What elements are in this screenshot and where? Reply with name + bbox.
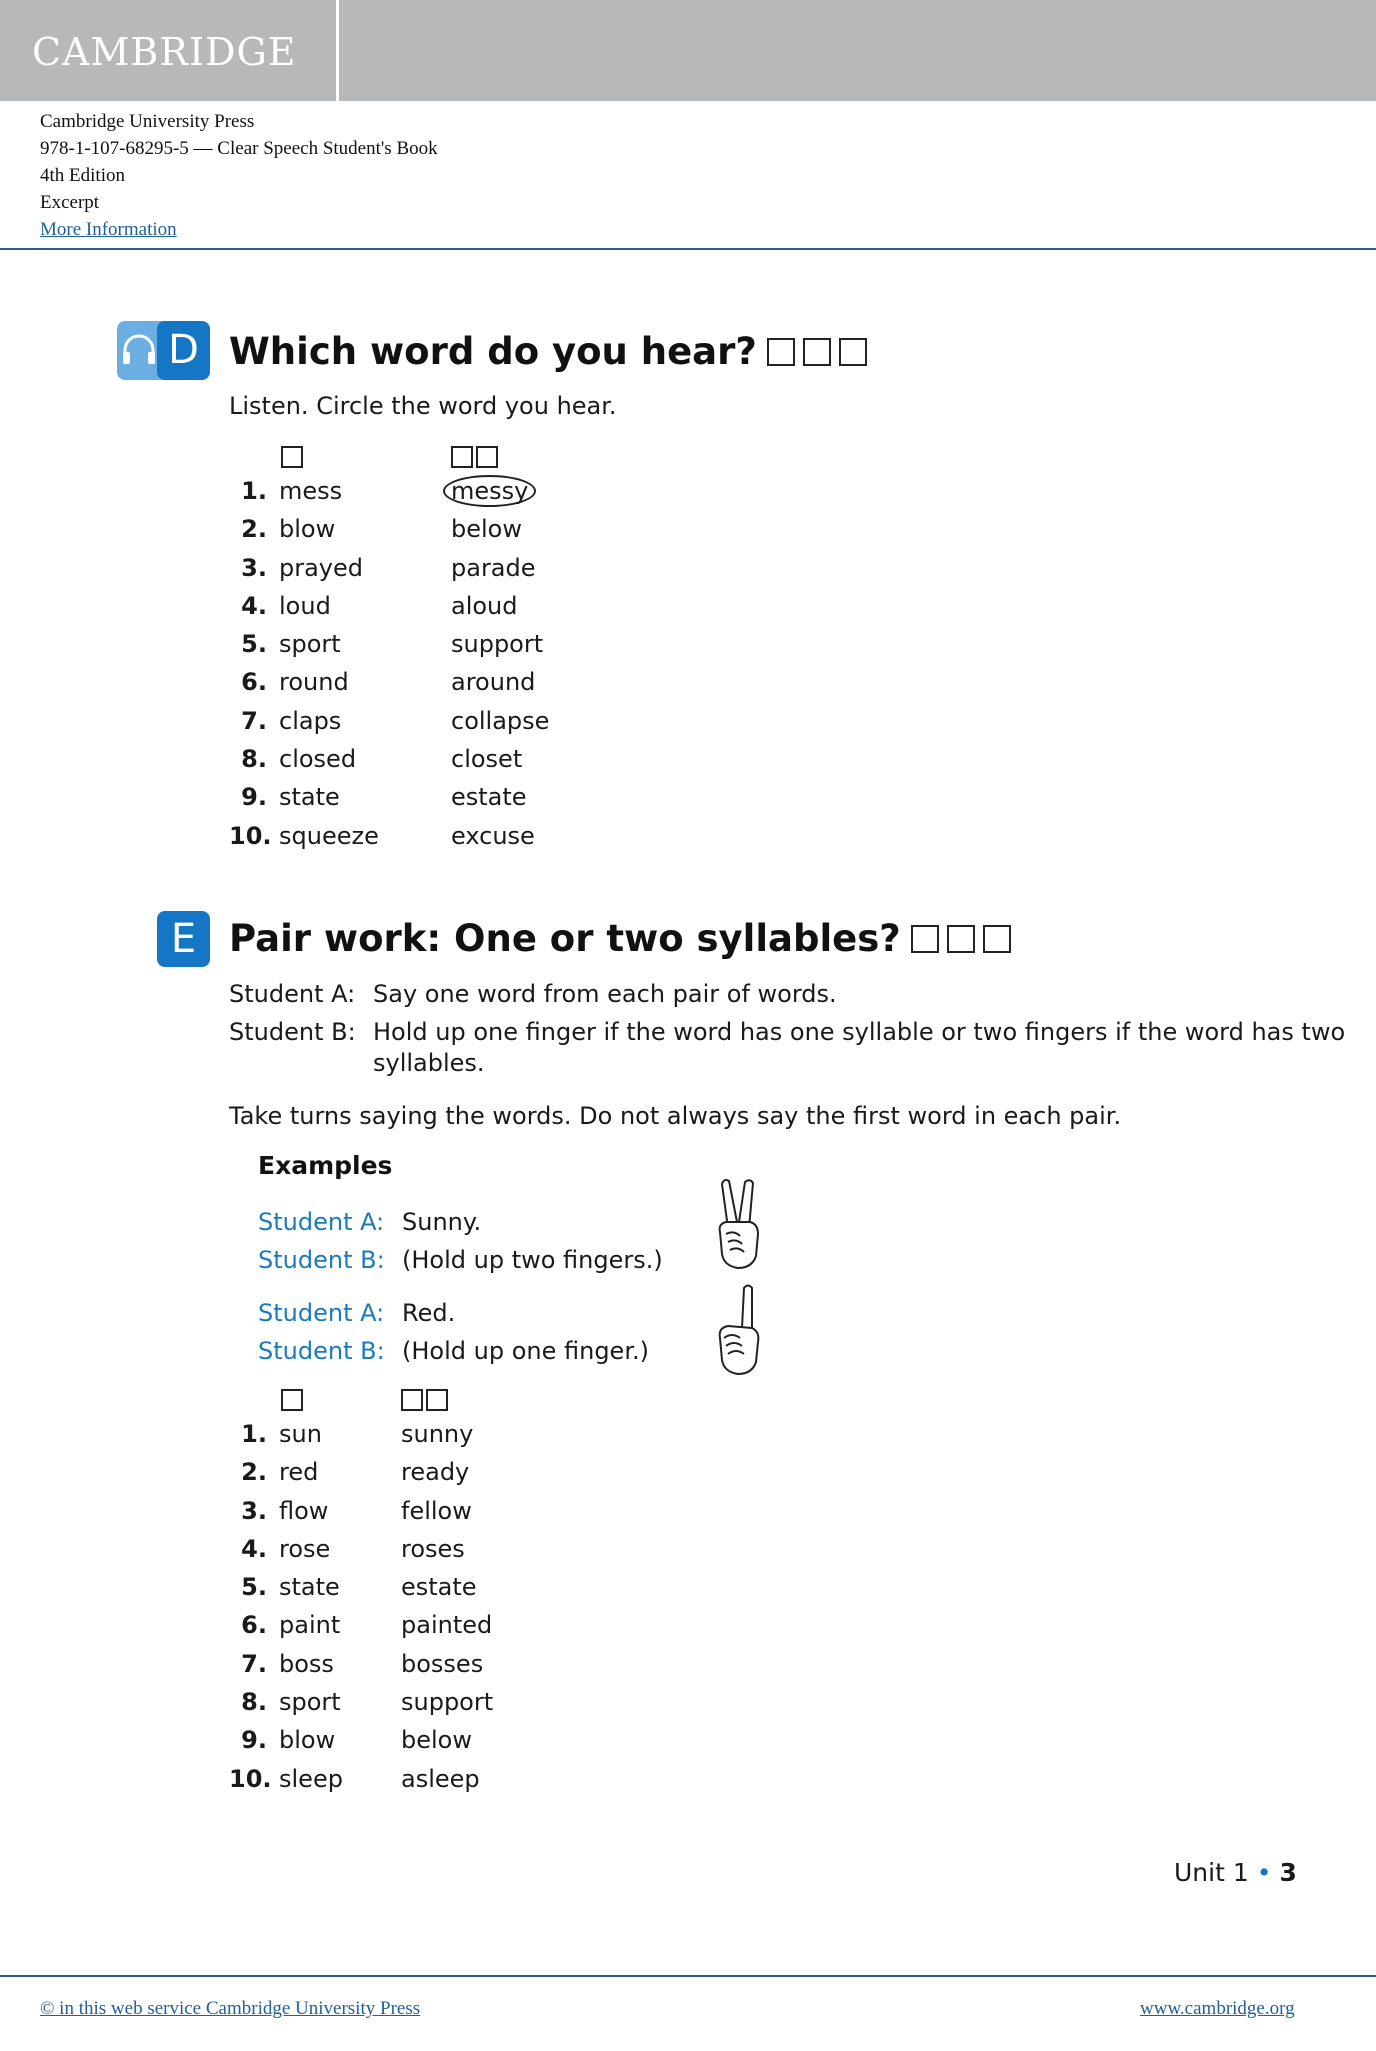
bullet-separator: • — [1256, 1858, 1272, 1887]
isbn-title: 978-1-107-68295-5 — Clear Speech Student's Book — [40, 138, 438, 159]
word-b: bosses — [401, 1649, 484, 1678]
example-line — [258, 1337, 649, 1365]
example-text: Sunny. — [402, 1208, 482, 1236]
word-a[interactable]: sport — [279, 630, 341, 659]
section-d-letter: D — [157, 321, 210, 380]
word-b: sunny — [401, 1420, 474, 1448]
more-information-link[interactable]: More Information — [40, 219, 177, 240]
two-syllable-marker — [451, 446, 501, 468]
word-b[interactable]: collapse — [451, 706, 550, 735]
word-a[interactable]: loud — [279, 591, 331, 620]
one-finger-hand-icon — [712, 1282, 768, 1378]
word-a: sport — [279, 1688, 341, 1717]
item-number: 2. — [241, 1458, 267, 1487]
syllable-box — [476, 446, 498, 468]
word-a: state — [279, 1573, 340, 1602]
word-b: roses — [401, 1534, 465, 1563]
word-a: rose — [279, 1534, 331, 1563]
word-b: estate — [401, 1573, 477, 1602]
checkbox-3[interactable] — [983, 925, 1011, 953]
checkbox-2[interactable] — [803, 338, 831, 366]
syllable-box — [281, 446, 303, 468]
section-d-title-text: Which word do you hear? — [229, 330, 757, 373]
headphones-icon — [121, 334, 157, 366]
example-line — [258, 1208, 481, 1236]
example-speaker: Student B: — [258, 1246, 385, 1274]
item-number: 3. — [241, 1496, 267, 1525]
checkbox-2[interactable] — [947, 925, 975, 953]
item-number: 5. — [241, 1573, 267, 1602]
word-b[interactable]: parade — [451, 553, 536, 582]
checkbox-1[interactable] — [767, 338, 795, 366]
word-a: sun — [279, 1420, 322, 1448]
word-b: asleep — [401, 1764, 480, 1793]
checkbox-3[interactable] — [839, 338, 867, 366]
unit-label: Unit 1 — [1174, 1858, 1249, 1887]
word-b[interactable]: estate — [451, 783, 527, 812]
section-e-badge: E — [157, 911, 210, 967]
word-b[interactable]: excuse — [451, 821, 535, 850]
example-line — [258, 1246, 663, 1274]
student-a-label: Student A: — [229, 980, 356, 1008]
word-a[interactable]: closed — [279, 745, 357, 774]
word-b: below — [401, 1726, 472, 1755]
word-b: support — [401, 1688, 494, 1717]
section-e-title — [229, 917, 1011, 960]
word-b: ready — [401, 1458, 470, 1487]
header-bar — [0, 0, 1376, 101]
item-number: 9. — [241, 1726, 267, 1755]
book-metadata — [40, 108, 438, 243]
word-b: fellow — [401, 1496, 472, 1525]
item-number: 8. — [241, 745, 267, 774]
item-number: 3. — [241, 553, 267, 582]
word-a: red — [279, 1458, 319, 1487]
word-b[interactable]: aloud — [451, 591, 518, 620]
item-number: 2. — [241, 515, 267, 544]
word-a: sleep — [279, 1764, 343, 1793]
syllable-box — [426, 1389, 448, 1411]
example-text: Red. — [402, 1299, 456, 1327]
header-divider — [336, 0, 339, 101]
word-b[interactable] — [451, 477, 536, 505]
item-number: 1. — [241, 1420, 267, 1448]
example-speaker: Student A: — [258, 1299, 385, 1327]
syllable-boxes — [767, 338, 867, 366]
word-a[interactable]: round — [279, 668, 349, 697]
item-number: 1. — [241, 477, 267, 505]
word-a: boss — [279, 1649, 334, 1678]
item-number: 7. — [241, 706, 267, 735]
word-b[interactable]: around — [451, 668, 536, 697]
word-a[interactable]: claps — [279, 706, 342, 735]
student-a-text: Say one word from each pair of words. — [373, 980, 837, 1008]
checkbox-1[interactable] — [911, 925, 939, 953]
item-number: 6. — [241, 1611, 267, 1640]
item-number: 10. — [229, 1764, 272, 1793]
example-text: (Hold up one finger.) — [402, 1337, 649, 1365]
item-number: 10. — [229, 821, 272, 850]
example-line — [258, 1299, 455, 1327]
section-d-instruction: Listen. Circle the word you hear. — [229, 392, 617, 420]
cambridge-logo: CAMBRIDGE — [32, 30, 297, 74]
item-number: 4. — [241, 591, 267, 620]
student-b-label: Student B: — [229, 1018, 356, 1046]
item-number: 9. — [241, 783, 267, 812]
example-speaker: Student A: — [258, 1208, 385, 1236]
word-b[interactable]: support — [451, 630, 544, 659]
page-number: 3 — [1279, 1858, 1297, 1887]
example-speaker: Student B: — [258, 1337, 385, 1365]
excerpt-label: Excerpt — [40, 192, 100, 213]
take-turns-instruction: Take turns saying the words. Do not always say the first word in each pair. — [229, 1102, 1122, 1130]
two-fingers-hand-icon — [712, 1176, 768, 1272]
one-syllable-marker — [281, 446, 306, 468]
word-b[interactable]: closet — [451, 745, 523, 774]
word-a: blow — [279, 1726, 336, 1755]
item-number: 6. — [241, 668, 267, 697]
two-syllable-marker — [401, 1389, 451, 1411]
item-number: 8. — [241, 1688, 267, 1717]
word-a[interactable]: mess — [279, 477, 343, 505]
syllable-box — [451, 446, 473, 468]
footer-rule — [0, 1975, 1376, 1977]
publisher-name: Cambridge University Press — [40, 111, 255, 132]
word-a[interactable]: state — [279, 783, 340, 812]
item-number: 5. — [241, 630, 267, 659]
item-number: 7. — [241, 1649, 267, 1678]
word-a: paint — [279, 1611, 341, 1640]
circled-answer: messy — [443, 475, 536, 507]
word-a[interactable]: blow — [279, 515, 336, 544]
word-a[interactable]: squeeze — [279, 821, 379, 850]
syllable-box — [401, 1389, 423, 1411]
section-d-title — [229, 330, 867, 373]
student-b-text: Hold up one finger if the word has one syllable or two fingers if the word has two syllables. — [373, 1018, 1346, 1077]
section-d-badge — [117, 321, 210, 380]
page-footer-unit — [1174, 1858, 1297, 1887]
header-rule — [0, 248, 1376, 250]
syllable-box — [281, 1389, 303, 1411]
one-syllable-marker — [281, 1389, 306, 1411]
word-a: flow — [279, 1496, 329, 1525]
example-text: (Hold up two fingers.) — [402, 1246, 663, 1274]
copyright-link[interactable]: © in this web service Cambridge University Press — [40, 1998, 421, 2019]
syllable-boxes — [911, 925, 1011, 953]
website-link[interactable]: www.cambridge.org — [1140, 1998, 1295, 2019]
examples-heading: Examples — [258, 1151, 393, 1180]
word-b: painted — [401, 1611, 493, 1640]
edition: 4th Edition — [40, 165, 125, 186]
section-e-title-text: Pair work: One or two syllables? — [229, 917, 901, 960]
word-b[interactable]: below — [451, 515, 522, 544]
item-number: 4. — [241, 1534, 267, 1563]
word-a[interactable]: prayed — [279, 553, 364, 582]
